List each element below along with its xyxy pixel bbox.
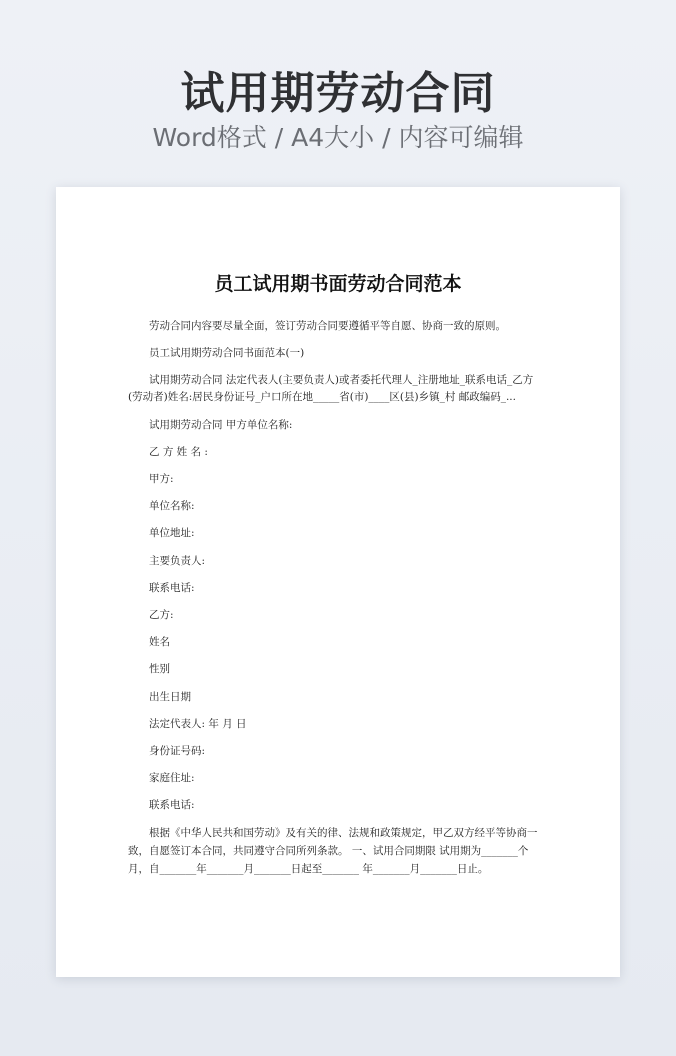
document-line: (劳动者)姓名:居民身份证号_户口所在地_____省(市)____区(县)乡镇_村 邮政编码_... xyxy=(128,391,516,403)
document-page xyxy=(56,187,620,977)
document-line: 试用期劳动合同 甲方单位名称: xyxy=(149,419,293,431)
document-line: 月，自_______年_______月_______日起至_______ 年_______月_______日止。 xyxy=(128,863,489,875)
document-line: 性别 xyxy=(149,663,170,675)
document-line: 试用期劳动合同 法定代表人(主要负责人)或者委托代理人_注册地址_联系电话_乙方 xyxy=(149,374,534,386)
document-line: 甲方: xyxy=(149,473,174,485)
page-subtitle: Word格式 / A4大小 / 内容可编辑 xyxy=(152,123,524,152)
document-line: 乙方: xyxy=(149,609,174,621)
document-line: 单位名称: xyxy=(149,500,195,512)
document-line: 致，自愿签订本合同，共同遵守合同所列条款。 一、试用合同期限 试用期为_______个 xyxy=(128,845,529,857)
document-line: 员工试用期劳动合同书面范本(一) xyxy=(149,347,305,359)
document-line: 出生日期 xyxy=(149,691,191,703)
document-line: 姓名 xyxy=(149,636,170,648)
page-title: 试用期劳动合同 xyxy=(180,68,496,119)
document-line: 家庭住址: xyxy=(149,772,195,784)
document-line: 单位地址: xyxy=(149,527,195,539)
document-line: 联系电话: xyxy=(149,582,195,594)
document-line: 法定代表人: 年 月 日 xyxy=(149,718,247,730)
document-line: 身份证号码: xyxy=(149,745,206,757)
document-line: 乙 方 姓 名 : xyxy=(149,446,208,458)
document-line: 根据《中华人民共和国劳动》及有关的律、法规和政策规定，甲乙双方经平等协商一 xyxy=(149,827,538,839)
document-line: 联系电话: xyxy=(149,799,195,811)
document-line: 劳动合同内容要尽量全面，签订劳动合同要遵循平等自愿、协商一致的原则。 xyxy=(149,320,506,332)
document-title: 员工试用期书面劳动合同范本 xyxy=(214,273,462,295)
document-line: 主要负责人: xyxy=(149,555,206,567)
